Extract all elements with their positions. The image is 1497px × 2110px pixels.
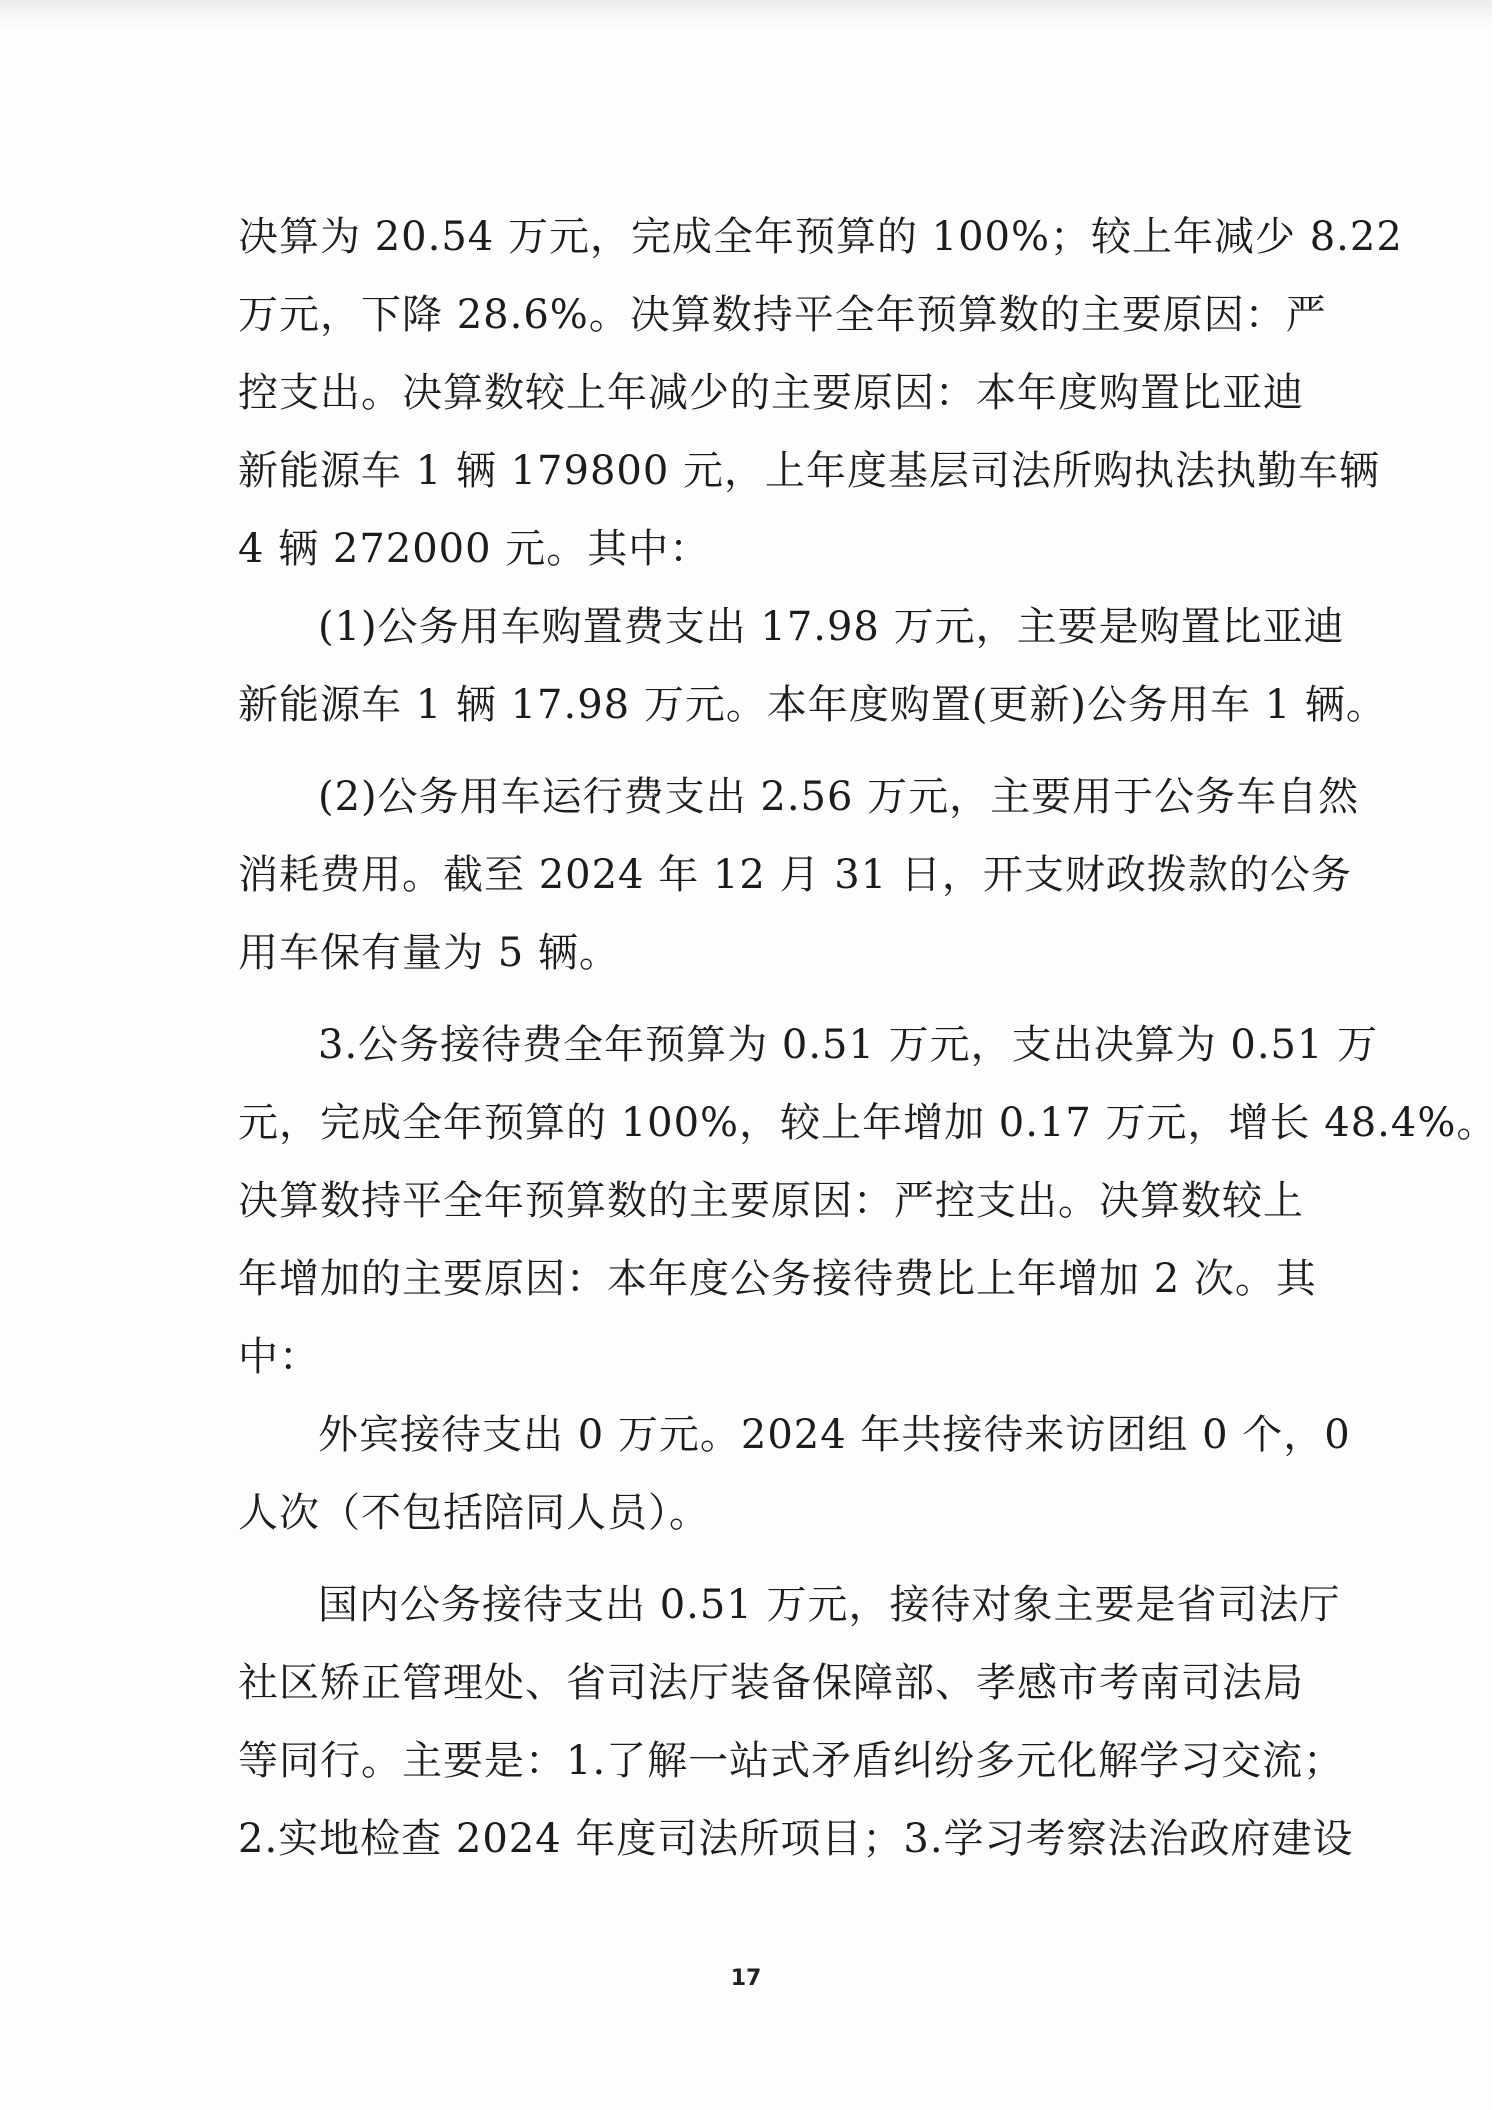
text-line: 4 辆 272000 元。其中：: [238, 526, 711, 572]
text-line: 新能源车 1 辆 17.98 万元。本年度购置(更新)公务用车 1 辆。: [238, 682, 1387, 728]
text-line: 国内公务接待支出 0.51 万元，接待对象主要是省司法厅: [318, 1582, 1341, 1628]
text-line: 外宾接待支出 0 万元。2024 年共接待来访团组 0 个，0: [318, 1412, 1351, 1458]
paragraph-gap: [238, 1552, 1278, 1566]
text-line: 中：: [238, 1334, 320, 1380]
text-line: 消耗费用。截至 2024 年 12 月 31 日，开支财政拨款的公务: [238, 852, 1352, 898]
text-line: 新能源车 1 辆 179800 元，上年度基层司法所购执法执勤车辆: [238, 448, 1381, 494]
text-line: 决算数持平全年预算数的主要原因：严控支出。决算数较上: [238, 1178, 1304, 1224]
text-line: 2.实地检查 2024 年度司法所项目；3.学习考察法治政府建设: [238, 1816, 1354, 1862]
paragraph-gap: [238, 744, 1278, 758]
page-number: 17: [730, 1966, 762, 1991]
text-line: 社区矫正管理处、省司法厅装备保障部、孝感市考南司法局: [238, 1660, 1304, 1706]
text-line: 用车保有量为 5 辆。: [238, 930, 620, 976]
text-line: (1)公务用车购置费支出 17.98 万元，主要是购置比亚迪: [318, 604, 1345, 650]
body-text: [238, 198, 1497, 1878]
scan-shadow: [0, 0, 1492, 30]
text-line: 等同行。主要是：1.了解一站式矛盾纠纷多元化解学习交流；: [238, 1738, 1345, 1784]
paragraph-gap: [238, 992, 1278, 1006]
text-line: 3.公务接待费全年预算为 0.51 万元，支出决算为 0.51 万: [318, 1022, 1379, 1068]
text-line: 控支出。决算数较上年减少的主要原因：本年度购置比亚迪: [238, 370, 1304, 416]
text-line: 决算为 20.54 万元，完成全年预算的 100%；较上年减少 8.22: [238, 214, 1403, 260]
text-line: 万元，下降 28.6%。决算数持平全年预算数的主要原因：严: [238, 292, 1327, 338]
text-line: 元，完成全年预算的 100%，较上年增加 0.17 万元，增长 48.4%。: [238, 1100, 1497, 1146]
text-line: 人次（不包括陪同人员）。: [238, 1490, 710, 1536]
text-line: 年增加的主要原因：本年度公务接待费比上年增加 2 次。其: [238, 1256, 1317, 1302]
text-line: (2)公务用车运行费支出 2.56 万元，主要用于公务车自然: [318, 774, 1360, 820]
